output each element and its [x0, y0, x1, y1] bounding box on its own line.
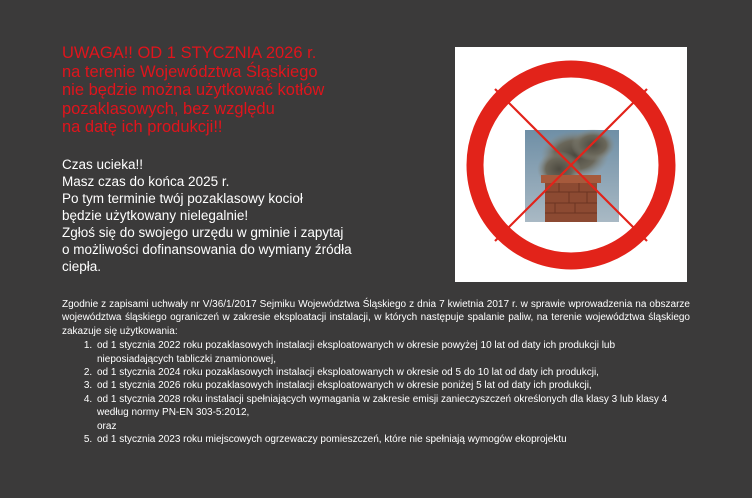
list-item: 2. od 1 stycznia 2024 roku pozaklasowych instalacji eksploatowanych w okresie od 5 do 10 lat od daty ich produkcji,: [95, 366, 690, 379]
cta-line: ciepła.: [62, 259, 102, 274]
headline-line: nie będzie można użytkować kotłów: [62, 81, 325, 99]
list-item: 4. od 1 stycznia 2028 roku instalacji spełniających wymagania w zakresie emisji zanieczyszczeń określonych dla klasy 3 lub klasy 4 według normy PN-EN 303-5:2012, oraz: [95, 393, 690, 433]
list-item: 1. od 1 stycznia 2022 roku pozaklasowych instalacji eksploatowanych w okresie powyżej 10 lat od daty ich produkcji lub nieposiadających tabliczki znamionowej,: [95, 339, 690, 366]
notice-line: Po tym terminie twój pozaklasowy kocioł: [62, 191, 303, 206]
cta-line: Zgłoś się do swojego urzędu w gminie i zapytaj: [62, 225, 344, 240]
deadline-notice: [62, 156, 422, 224]
headline-line: na datę ich produkcji!!: [62, 118, 223, 136]
notice-line: Czas ucieka!!: [62, 157, 144, 172]
list-item: 3. od 1 stycznia 2026 roku pozaklasowych instalacji eksploatowanych w okresie poniżej 5 lat od daty ich produkcji,: [95, 379, 690, 392]
warning-headline: [62, 44, 402, 137]
cta-line: o możliwości dofinansowania do wymiany źródła: [62, 242, 352, 257]
notice-line: będzie użytkowany nielegalnie!: [62, 208, 249, 223]
no-chimney-smoke-icon: [455, 47, 687, 282]
legal-intro: Zgodnie z zapisami uchwały nr V/36/1/2017 Sejmiku Województwa Śląskiego z dnia 7 kwietnia 2017 r. w sprawie wprowadzenia na obszarze województwa śląskiego ograniczeń w zakresie eksploatacji instalacji, w których następuje spalanie paliw, na terenie województwa śląskiego zakazuje się użytkowania:: [62, 299, 690, 337]
headline-line: UWAGA!! OD 1 STYCZNIA 2026 r.: [62, 44, 317, 62]
call-to-action: [62, 224, 422, 275]
prohibition-sign-panel: [455, 47, 687, 282]
list-item-extra: oraz: [97, 420, 117, 432]
headline-line: na terenie Województwa Śląskiego: [62, 62, 318, 81]
legal-basis: [62, 298, 690, 446]
notice-line: Masz czas do końca 2025 r.: [62, 174, 230, 189]
chimney-photo: [525, 129, 619, 222]
list-item: 5. od 1 stycznia 2023 roku miejscowych ogrzewaczy pomieszczeń, które nie spełniają wymogów ekoprojektu: [95, 433, 690, 446]
ban-schedule-list: [62, 339, 690, 446]
headline-line: pozaklasowych, bez względu: [62, 99, 275, 118]
